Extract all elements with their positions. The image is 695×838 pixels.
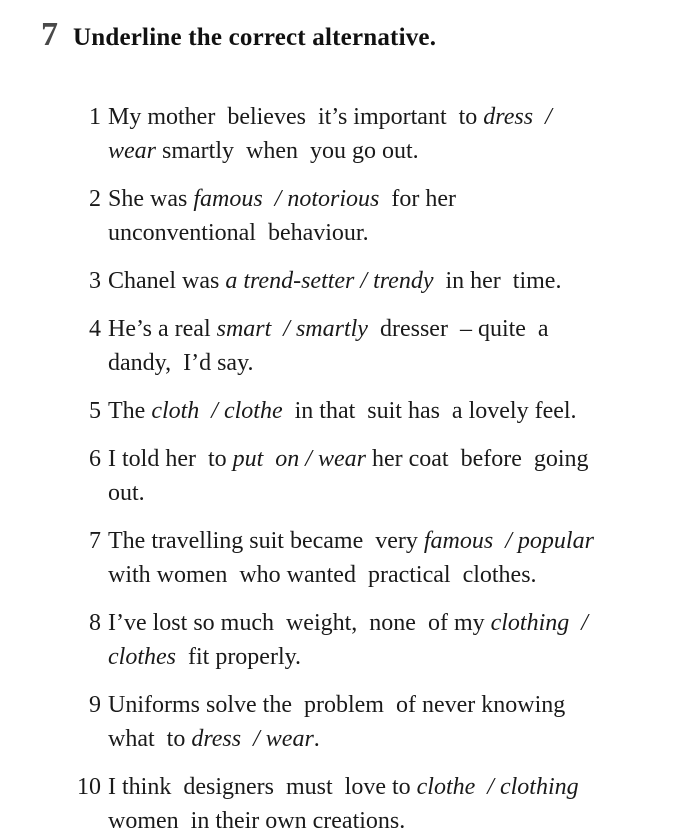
answer-alternatives[interactable]: famous / notorious [193, 186, 380, 212]
sentence-text: The [108, 398, 152, 424]
sentence-text: dresser – quite a [367, 316, 549, 342]
question-line [108, 264, 668, 298]
sentence-text: fit properly. [175, 644, 302, 670]
question-text [108, 100, 668, 168]
question-line [108, 640, 668, 674]
answer-alternatives[interactable]: cloth / clothe [151, 398, 283, 424]
question-number: 3 [89, 268, 101, 294]
question-number: 5 [89, 398, 101, 424]
sentence-text: dandy, I’d say. [108, 350, 254, 376]
question-line [108, 476, 668, 510]
sentence-text: out. [108, 480, 145, 506]
sentence-text: Chanel was [108, 268, 226, 294]
question-number: 8 [89, 610, 101, 636]
question-text [108, 264, 668, 298]
sentence-text: I think designers must love to [108, 774, 417, 800]
sentence-text: She was [108, 186, 194, 212]
answer-alternatives[interactable]: clothe / clothing [416, 774, 579, 800]
sentence-text: I’ve lost so much weight, none of my [108, 610, 491, 636]
sentence-text: . [313, 726, 320, 752]
exercise-instruction: Underline the correct alternative. [73, 24, 437, 51]
sentence-text: in her time. [433, 268, 562, 294]
question-text [108, 770, 668, 838]
answer-alternatives[interactable]: famous / popular [423, 528, 594, 554]
question-text [108, 688, 668, 756]
question-text [108, 524, 668, 592]
sentence-text: her coat before going [365, 446, 589, 472]
sentence-text: women in their own creations. [108, 808, 406, 834]
sentence-text: smartly when you go out. [156, 138, 419, 164]
answer-alternatives[interactable]: put on / wear [232, 446, 366, 472]
question-line [108, 182, 668, 216]
question-number: 1 [89, 104, 101, 130]
sentence-text: unconventional behaviour. [108, 220, 369, 246]
exercise-number: 7 [41, 16, 58, 53]
question-number: 9 [89, 692, 101, 718]
sentence-text: The travelling suit became very [108, 528, 424, 554]
question-line [108, 346, 668, 380]
question-line [108, 442, 668, 476]
answer-alternatives[interactable]: clothes [108, 644, 176, 670]
question-line [108, 134, 668, 168]
question-text [108, 182, 668, 250]
question-line [108, 606, 668, 640]
question-line [108, 216, 668, 250]
sentence-text: with women who wanted practical clothes. [108, 562, 537, 588]
question-line [108, 100, 668, 134]
answer-alternatives[interactable]: clothing / [490, 610, 588, 636]
answer-alternatives[interactable]: a trend-setter / trendy [225, 268, 434, 294]
sentence-text: for her [379, 186, 456, 212]
answer-alternatives[interactable]: smart / smartly [216, 316, 368, 342]
question-line [108, 722, 668, 756]
question-number: 2 [89, 186, 101, 212]
answer-alternatives[interactable]: dress / [483, 104, 552, 130]
answer-alternatives[interactable]: dress / wear [191, 726, 314, 752]
question-number: 10 [77, 774, 101, 800]
question-line [108, 312, 668, 346]
question-number: 7 [89, 528, 101, 554]
question-line [108, 688, 668, 722]
question-line [108, 804, 668, 838]
question-line [108, 524, 668, 558]
sentence-text: Uniforms solve the problem of never knowing [108, 692, 566, 718]
question-line [108, 770, 668, 804]
question-text [108, 606, 668, 674]
question-number: 4 [89, 316, 101, 342]
exercise-header [41, 16, 436, 54]
sentence-text: He’s a real [108, 316, 217, 342]
question-number: 6 [89, 446, 101, 472]
question-text [108, 312, 668, 380]
sentence-text: in that suit has a lovely feel. [282, 398, 577, 424]
sentence-text: what to [108, 726, 192, 752]
question-line [108, 558, 668, 592]
answer-alternatives[interactable]: wear [108, 138, 156, 164]
sentence-text: My mother believes it’s important to [108, 104, 484, 130]
question-line [108, 394, 668, 428]
sentence-text: I told her to [108, 446, 233, 472]
question-text [108, 442, 668, 510]
question-text [108, 394, 668, 428]
